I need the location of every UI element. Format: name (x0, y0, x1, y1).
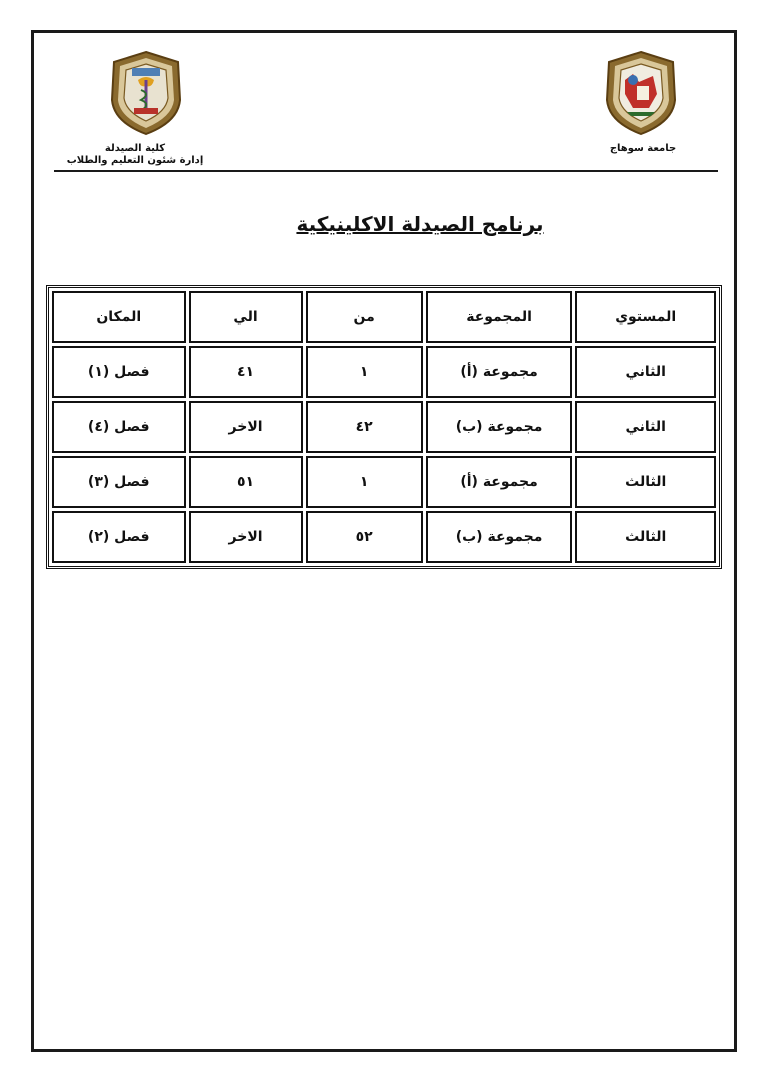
cell-level: الثاني (575, 346, 716, 398)
header-group: المجموعة (426, 291, 573, 343)
cell-place: فصل (٢) (52, 511, 186, 563)
cell-group: مجموعة (ب) (426, 401, 573, 453)
cell-from: ٤٢ (306, 401, 423, 453)
cell-from: ١ (306, 346, 423, 398)
table-row (52, 456, 716, 508)
cell-to: الاخر (189, 401, 303, 453)
header-from: من (306, 291, 423, 343)
cell-to: ٥١ (189, 456, 303, 508)
faculty-name: كلية الصيدلة (104, 143, 166, 154)
header-level: المستوي (575, 291, 716, 343)
university-name: جامعة سوهاج (609, 143, 677, 154)
table-header-row (52, 291, 716, 343)
cell-place: فصل (٣) (52, 456, 186, 508)
affairs-department-name: إدارة شئون التعليم والطلاب (66, 155, 204, 166)
cell-level: الثاني (575, 401, 716, 453)
table-row (52, 401, 716, 453)
cell-level: الثالث (575, 511, 716, 563)
table-row (52, 511, 716, 563)
cell-place: فصل (١) (52, 346, 186, 398)
cell-group: مجموعة (أ) (426, 456, 573, 508)
cell-to: الاخر (189, 511, 303, 563)
cell-group: مجموعة (ب) (426, 511, 573, 563)
cell-from: ١ (306, 456, 423, 508)
cell-place: فصل (٤) (52, 401, 186, 453)
faculty-of-pharmacy-emblem-icon (108, 50, 184, 136)
document-title: برنامج الصيدلة الاكلينيكية (296, 212, 544, 236)
header-divider (54, 170, 718, 172)
cell-level: الثالث (575, 456, 716, 508)
header-to: الي (189, 291, 303, 343)
sohag-university-emblem-icon (603, 50, 679, 136)
cell-to: ٤١ (189, 346, 303, 398)
cell-group: مجموعة (أ) (426, 346, 573, 398)
header-place: المكان (52, 291, 186, 343)
schedule-table (46, 285, 722, 569)
cell-from: ٥٢ (306, 511, 423, 563)
table-row (52, 346, 716, 398)
